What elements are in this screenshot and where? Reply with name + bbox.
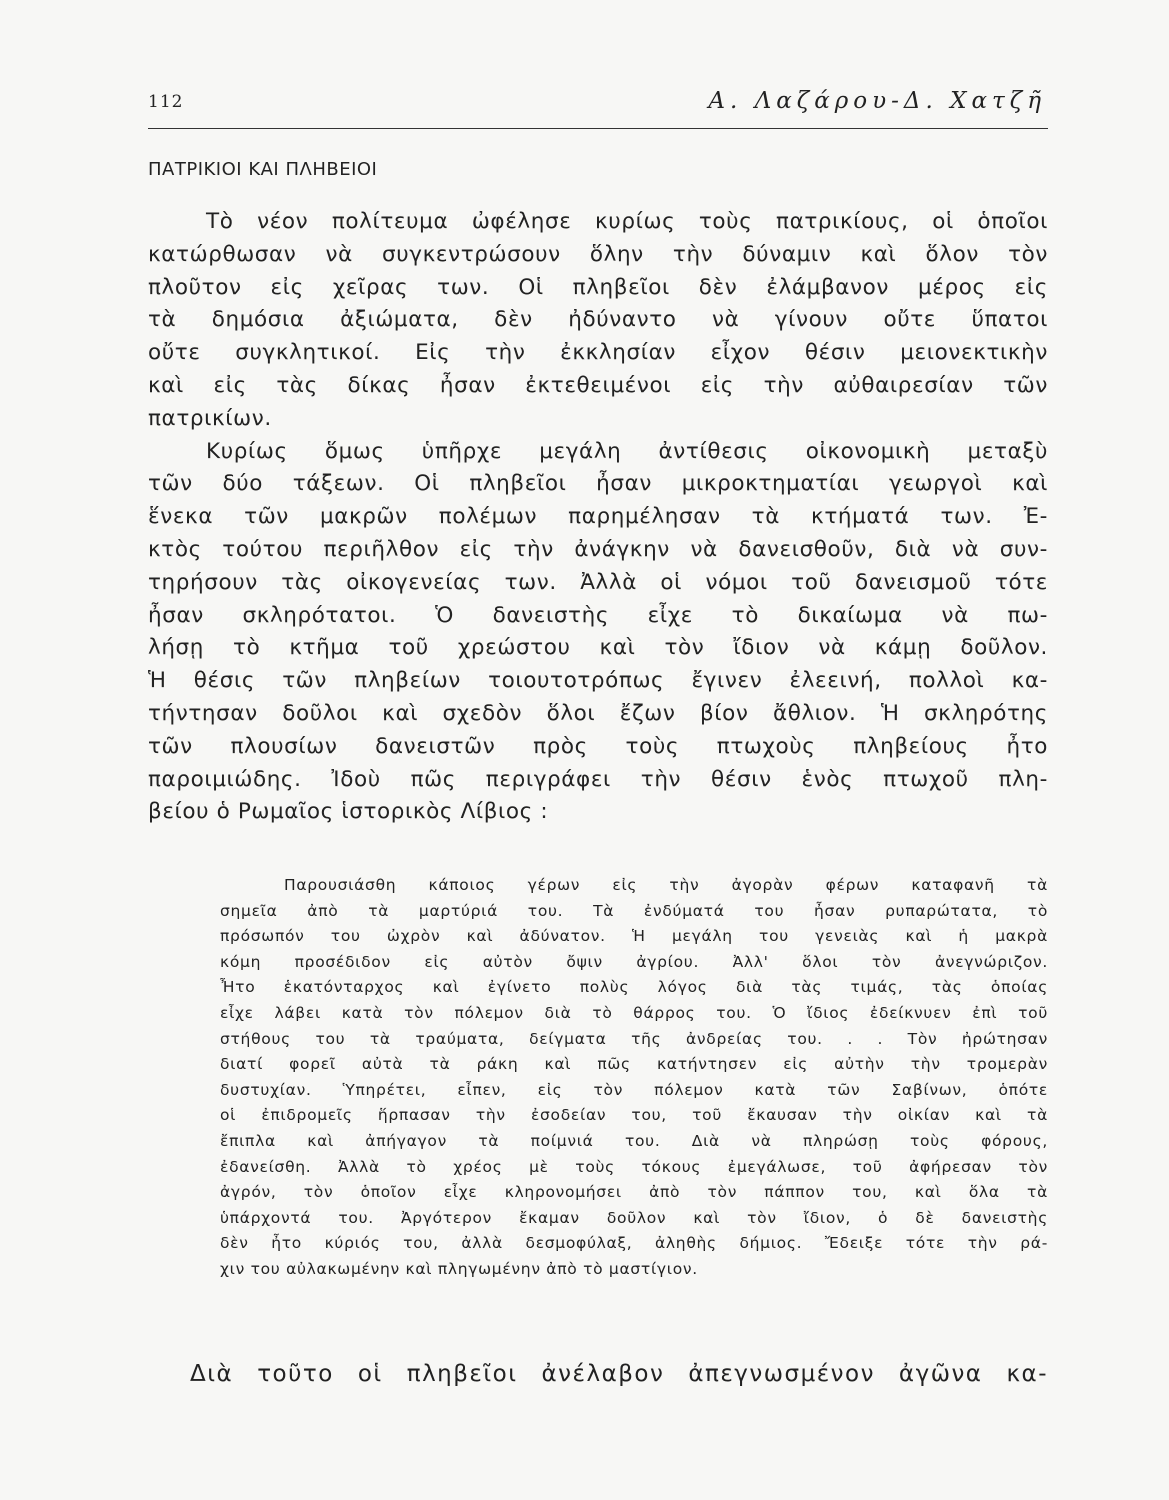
main-text	[148, 206, 1048, 829]
text-line: τήντησαν δοῦλοι καὶ σχεδὸν ὅλοι ἔζων βίον ἄθλιον. Ἡ σκληρότης	[148, 700, 1048, 726]
quote-line: Ἦτο ἑκατόνταρχος καὶ ἐγίνετο πολὺς λόγος διὰ τὰς τιμάς, τὰς ὁποίας	[220, 978, 1048, 997]
paragraph-2	[148, 436, 1048, 830]
text-line: ἕνεκα τῶν μακρῶν πολέμων παρημέλησαν τὰ κτήματά των. Ἐ-	[148, 504, 1048, 530]
text-line: τῶν πλουσίων δανειστῶν πρὸς τοὺς πτωχοὺς πληβείους ἦτο	[148, 733, 1048, 759]
page-number: 112	[148, 92, 184, 112]
text-line: βείου ὁ Ρωμαῖος ἱστορικὸς Λίβιος :	[148, 799, 549, 825]
quote-line: σημεῖα ἀπὸ τὰ μαρτύριά του. Τὰ ἐνδύματά του ἦσαν ρυπαρώτατα, τὸ	[220, 901, 1048, 920]
quote-line: οἱ ἐπιδρομεῖς ἥρπασαν τὴν ἐσοδείαν του, τοῦ ἔκαυσαν τὴν οἰκίαν καὶ τὰ	[220, 1106, 1048, 1125]
quote-line: κόμη προσέδιδον εἰς αὐτὸν ὄψιν ἀγρίου. Ἀλλ' ὅλοι τὸν ἀνεγνώριζον.	[220, 952, 1048, 971]
quote-line: ἔπιπλα καὶ ἀπήγαγον τὰ ποίμνιά του. Διὰ νὰ πληρώσῃ τοὺς φόρους,	[220, 1131, 1048, 1150]
quote-line: πρόσωπόν του ὠχρὸν καὶ ἀδύνατον. Ἡ μεγάλη του γενειὰς καὶ ἡ μακρὰ	[220, 927, 1048, 946]
closing-line: Διὰ τοῦτο οἱ πληβεῖοι ἀνέλαβον ἀπεγνωσμένον ἀγῶνα κα-	[190, 1361, 1048, 1387]
running-head-authors: Α. Λαζάρου-Δ. Χατζῆ	[708, 88, 1046, 114]
quote-line: διατί φορεῖ αὐτὰ τὰ ράκη καὶ πῶς κατήντησεν εἰς αὐτὴν τὴν τρομερὰν	[220, 1055, 1048, 1074]
paragraph-1	[148, 206, 1048, 436]
text-line: καὶ εἰς τὰς δίκας ἦσαν ἐκτεθειμένοι εἰς τὴν αὐθαιρεσίαν τῶν	[148, 372, 1048, 398]
text-line: Ἡ θέσις τῶν πληβείων τοιουτοτρόπως ἔγινεν ἐλεεινή, πολλοὶ κα-	[148, 668, 1048, 694]
livy-quotation	[220, 873, 1048, 1283]
quote-line: χιν του αὐλακωμένην καὶ πληγωμένην ἀπὸ τὸ μαστίγιον.	[220, 1259, 698, 1278]
text-line: λήσῃ τὸ κτῆμα τοῦ χρεώστου καὶ τὸν ἴδιον νὰ κάμῃ δοῦλον.	[148, 635, 1048, 661]
text-line: οὔτε συγκλητικοί. Εἰς τὴν ἐκκλησίαν εἶχον θέσιν μειονεκτικὴν	[148, 340, 1048, 366]
text-line: τὰ δημόσια ἀξιώματα, δὲν ἠδύναντο νὰ γίνουν οὔτε ὕπατοι	[148, 307, 1048, 333]
text-line: πατρικίων.	[148, 405, 272, 431]
text-line: κτὸς τούτου περιῆλθον εἰς τὴν ἀνάγκην νὰ δανεισθοῦν, διὰ νὰ συν-	[148, 536, 1048, 562]
text-line: τηρήσουν τὰς οἰκογενείας των. Ἀλλὰ οἱ νόμοι τοῦ δανεισμοῦ τότε	[148, 569, 1048, 595]
section-title: ΠΑΤΡΙΚΙΟΙ ΚΑΙ ΠΛΗΒΕΙΟΙ	[148, 159, 378, 180]
text-line: Τὸ νέον πολίτευμα ὠφέλησε κυρίως τοὺς πατρικίους, οἱ ὁποῖοι	[206, 209, 1048, 234]
text-line: πλοῦτον εἰς χεῖρας των. Οἱ πληβεῖοι δὲν ἐλάμβανον μέρος εἰς	[148, 274, 1048, 300]
quote-line: εἶχε λάβει κατὰ τὸν πόλεμον διὰ τὸ θάρρος του. Ὁ ἴδιος ἐδείκνυεν ἐπὶ τοῦ	[220, 1003, 1048, 1022]
text-line: ἦσαν σκληρότατοι. Ὁ δανειστὴς εἶχε τὸ δικαίωμα νὰ πω-	[148, 602, 1048, 628]
text-line: κατώρθωσαν νὰ συγκεντρώσουν ὅλην τὴν δύναμιν καὶ ὅλον τὸν	[148, 241, 1048, 267]
text-line: τῶν δύο τάξεων. Οἱ πληβεῖοι ἦσαν μικροκτηματίαι γεωργοὶ καὶ	[148, 471, 1048, 497]
text-line: παροιμιώδης. Ἰδοὺ πῶς περιγράφει τὴν θέσιν ἑνὸς πτωχοῦ πλη-	[148, 766, 1048, 792]
quote-line: δὲν ἦτο κύριός του, ἀλλὰ δεσμοφύλαξ, ἀληθὴς δήμιος. Ἔδειξε τότε τὴν ρά-	[220, 1234, 1048, 1253]
quote-line: στήθους του τὰ τραύματα, δείγματα τῆς ἀνδρείας του. . . Τὸν ἠρώτησαν	[220, 1029, 1048, 1048]
quote-line: ἐδανείσθη. Ἀλλὰ τὸ χρέος μὲ τοὺς τόκους ἐμεγάλωσε, τοῦ ἀφήρεσαν τὸν	[220, 1157, 1048, 1176]
quote-line: δυστυχίαν. Ὑπηρέτει, εἶπεν, εἰς τὸν πόλεμον κατὰ τῶν Σαβίνων, ὁπότε	[220, 1080, 1048, 1099]
quote-line: ὑπάρχοντά του. Ἀργότερον ἔκαμαν δοῦλον καὶ τὸν ἴδιον, ὁ δὲ δανειστὴς	[220, 1208, 1048, 1227]
quote-line: Παρουσιάσθη κάποιος γέρων εἰς τὴν ἀγορὰν φέρων καταφανῆ τὰ	[284, 876, 1048, 894]
text-line: Κυρίως ὅμως ὑπῆρχε μεγάλη ἀντίθεσις οἰκονομικὴ μεταξὺ	[206, 438, 1048, 464]
running-header	[148, 88, 1048, 129]
quote-line: ἀγρόν, τὸν ὁποῖον εἶχε κληρονομήσει ἀπὸ τὸν πάππον του, καὶ ὅλα τὰ	[220, 1183, 1048, 1202]
